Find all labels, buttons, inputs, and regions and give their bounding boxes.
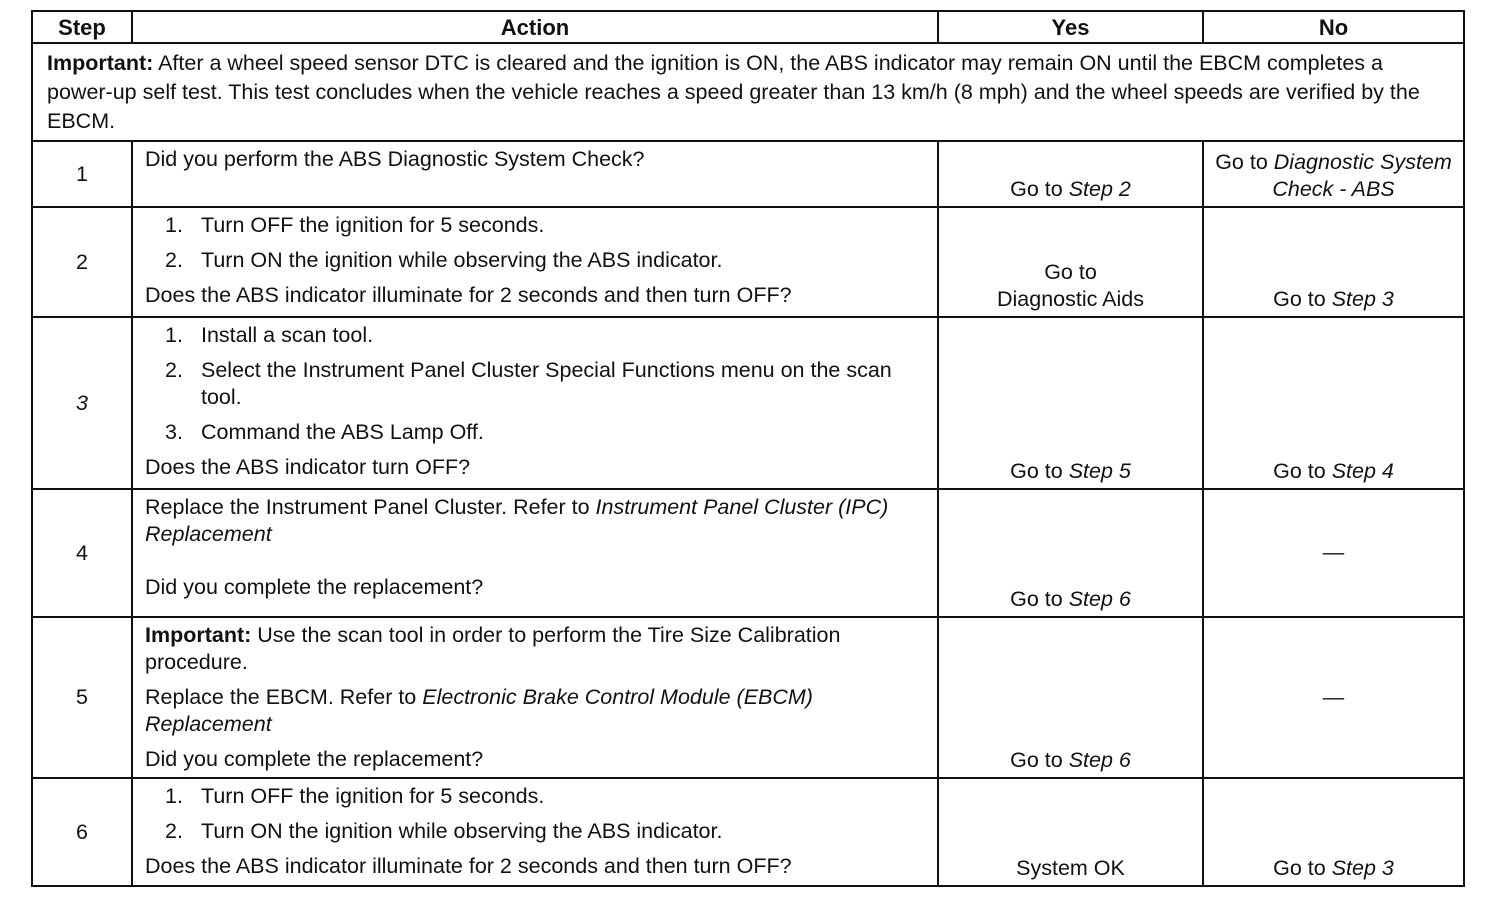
reference-link[interactable]: Electronic Brake Control Module (EBCM) Replacement: [145, 685, 813, 736]
action-text: Replace the Instrument Panel Cluster. Refer to Instrument Panel Cluster (IPC) Replacement: [145, 495, 889, 546]
yes-link[interactable]: Diagnostic Aids: [997, 287, 1144, 311]
question: Does the ABS indicator illuminate for 2 seconds and then turn OFF?: [145, 854, 792, 878]
header-step: Step: [32, 11, 132, 43]
no-prefix: Go to: [1215, 150, 1268, 174]
no-prefix: Go to: [1273, 459, 1326, 483]
action-cell: [132, 617, 938, 778]
header-row: [32, 11, 1464, 43]
action-text: Replace the EBCM. Refer to Electronic Brake Control Module (EBCM) Replacement: [145, 685, 813, 736]
no-link[interactable]: Step 3: [1331, 856, 1394, 880]
important-label: Important:: [47, 51, 154, 75]
yes-prefix: Go to: [1010, 748, 1063, 772]
no-link[interactable]: Step 3: [1331, 287, 1394, 311]
step-number: 5: [32, 617, 132, 778]
no-link[interactable]: Step 4: [1331, 459, 1394, 483]
action-list: [145, 783, 925, 845]
question: Did you complete the replacement?: [145, 747, 484, 771]
no-prefix: Go to: [1273, 287, 1326, 311]
yes-prefix: Go to: [1010, 587, 1063, 611]
question: Does the ABS indicator turn OFF?: [145, 455, 471, 479]
no-link[interactable]: Diagnostic System Check - ABS: [1272, 150, 1452, 201]
no-cell: [1203, 141, 1464, 207]
no-cell: [1203, 317, 1464, 489]
question: Did you perform the ABS Diagnostic System Check?: [145, 147, 645, 171]
action-cell: [132, 489, 938, 617]
action-cell: [132, 778, 938, 886]
header-yes: Yes: [938, 11, 1203, 43]
important-note-row: [32, 43, 1464, 141]
action-list: [145, 322, 925, 446]
action-item: 3. Command the ABS Lamp Off.: [165, 420, 484, 444]
step-number: 4: [32, 489, 132, 617]
yes-prefix: Go to: [1044, 260, 1097, 284]
no-cell: [1203, 207, 1464, 317]
yes-cell: [938, 489, 1203, 617]
header-no: No: [1203, 11, 1464, 43]
action-list: [145, 212, 925, 274]
step-number: 3: [32, 317, 132, 489]
action-cell: [132, 141, 938, 207]
table-row: [32, 317, 1464, 489]
question: Did you complete the replacement?: [145, 575, 484, 599]
yes-cell: [938, 617, 1203, 778]
table-row: [32, 207, 1464, 317]
action-cell: [132, 207, 938, 317]
table-row: [32, 141, 1464, 207]
no-cell: —: [1203, 489, 1464, 617]
table-row: [32, 778, 1464, 886]
yes-cell: [938, 207, 1203, 317]
action-item: 2. Turn ON the ignition while observing the ABS indicator.: [165, 819, 723, 843]
important-note: [145, 622, 925, 676]
yes-cell: [938, 317, 1203, 489]
action-item: 1. Turn OFF the ignition for 5 seconds.: [165, 213, 545, 237]
no-cell: —: [1203, 617, 1464, 778]
step-number: 1: [32, 141, 132, 207]
action-item: 2. Turn ON the ignition while observing the ABS indicator.: [165, 248, 723, 272]
step-number: 2: [32, 207, 132, 317]
yes-link[interactable]: Step 2: [1068, 177, 1131, 201]
step-number: 6: [32, 778, 132, 886]
reference-link[interactable]: Instrument Panel Cluster (IPC) Replacement: [145, 495, 889, 546]
yes-cell: System OK: [938, 778, 1203, 886]
yes-prefix: Go to: [1010, 177, 1063, 201]
yes-link[interactable]: Step 6: [1068, 587, 1131, 611]
yes-link[interactable]: Step 6: [1068, 748, 1131, 772]
yes-cell: [938, 141, 1203, 207]
table-row: [32, 617, 1464, 778]
action-cell: [132, 317, 938, 489]
table-row: [32, 489, 1464, 617]
action-item: 2. Select the Instrument Panel Cluster Special Functions menu on the scan tool.: [165, 358, 892, 409]
action-item: 1. Turn OFF the ignition for 5 seconds.: [165, 784, 545, 808]
no-cell: [1203, 778, 1464, 886]
important-text: Use the scan tool in order to perform the Tire Size Calibration procedure.: [145, 623, 841, 674]
diagnostic-table: [31, 10, 1465, 887]
question: Does the ABS indicator illuminate for 2 seconds and then turn OFF?: [145, 283, 792, 307]
no-prefix: Go to: [1273, 856, 1326, 880]
action-item: 1. Install a scan tool.: [165, 323, 374, 347]
important-note: [32, 43, 1464, 141]
yes-prefix: Go to: [1010, 459, 1063, 483]
header-action: Action: [132, 11, 938, 43]
important-label: Important:: [145, 623, 252, 647]
important-text: After a wheel speed sensor DTC is cleared and the ignition is ON, the ABS indicator may remain ON until the EBCM completes a power-up self test. This test concludes when the vehicle reaches a speed greater than 13 km/h (8 mph) and the wheel speeds are verified by the EBCM.: [47, 51, 1420, 133]
yes-link[interactable]: Step 5: [1068, 459, 1131, 483]
